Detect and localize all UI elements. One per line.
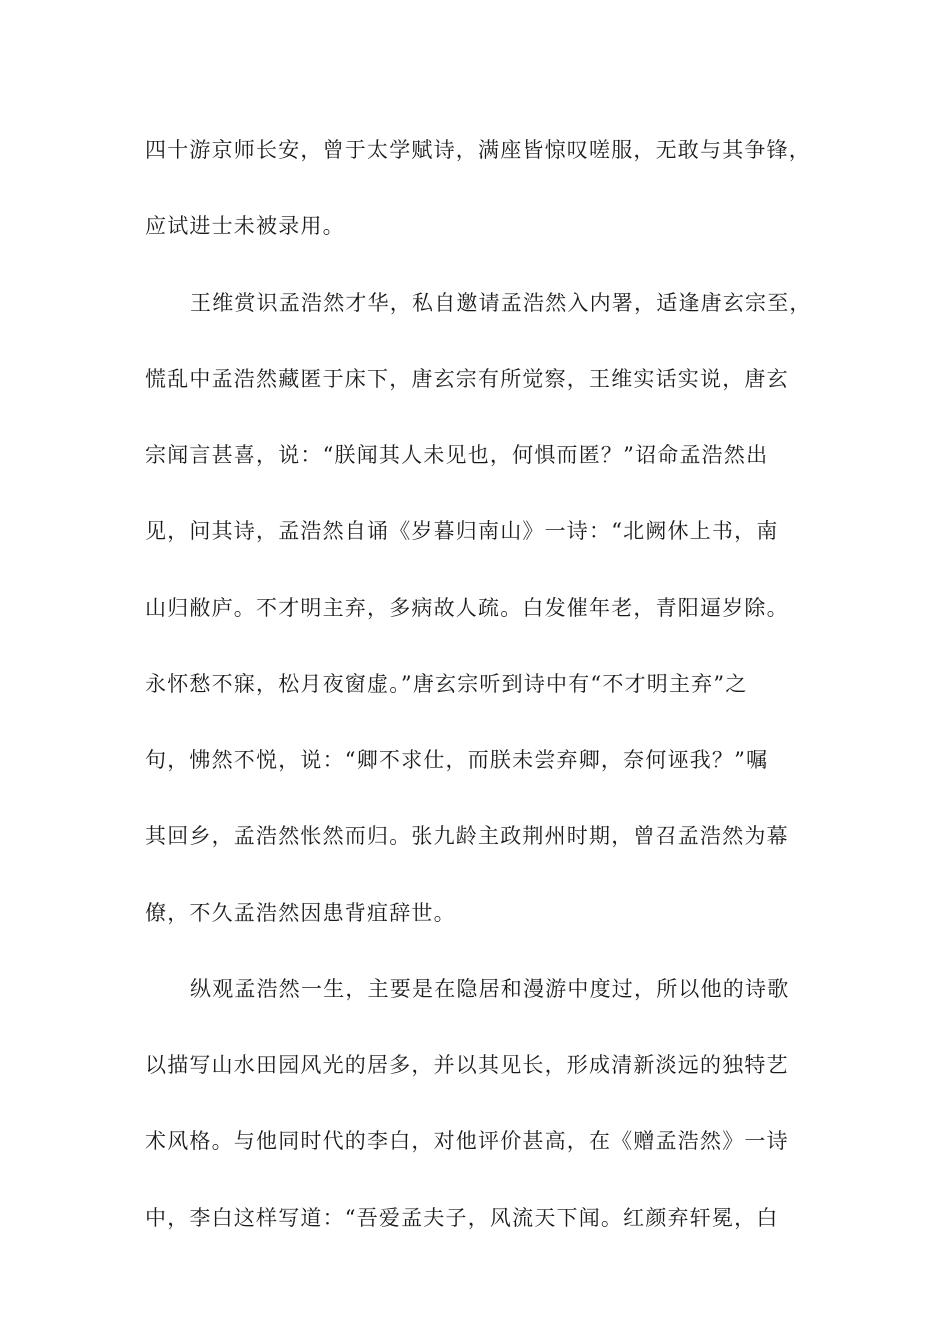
text-line-2: 应试进士未被录用。	[145, 214, 345, 238]
text-line-8: 永怀愁不寐，松月夜窗虚。”唐玄宗听到诗中有“不才明主弃”之	[145, 672, 748, 696]
text-line-4: 慌乱中孟浩然藏匿于床下，唐玄宗有所觉察，王维实话实说，唐玄	[145, 367, 789, 391]
text-line-15: 中，李白这样写道：“吾爱孟夫子，风流天下闻。红颜弃轩冕，白	[145, 1206, 779, 1230]
text-line-13: 以描写山水田园风光的居多，并以其见长，形成清新淡远的独特艺	[145, 1053, 789, 1077]
text-line-11: 僚，不久孟浩然因患背疽辞世。	[145, 901, 456, 925]
text-line-12: 纵观孟浩然一生，主要是在隐居和漫游中度过，所以他的诗歌	[190, 977, 790, 1001]
text-line-6: 见，问其诗，孟浩然自诵《岁暮归南山》一诗：“北阙休上书，南	[145, 519, 779, 543]
text-line-10: 其回乡，孟浩然怅然而归。张九龄主政荆州时期，曾召孟浩然为幕	[145, 824, 789, 848]
text-line-9: 句，怫然不悦，说：“卿不求仕，而朕未尝弃卿，奈何诬我？”嘱	[145, 748, 769, 772]
text-line-3: 王维赏识孟浩然才华，私自邀请孟浩然入内署，适逢唐玄宗至，	[190, 291, 812, 315]
text-line-1: 四十游京师长安，曾于太学赋诗，满座皆惊叹嗟服，无敢与其争锋，	[145, 138, 811, 162]
text-line-7: 山归敝庐。不才明主弃，多病故人疏。白发催年老，青阳逼岁除。	[145, 596, 789, 620]
text-line-5: 宗闻言甚喜，说：“朕闻其人未见也，何惧而匿？”诏命孟浩然出	[145, 443, 769, 467]
text-line-14: 术风格。与他同时代的李白，对他评价甚高，在《赠孟浩然》一诗	[145, 1129, 789, 1153]
